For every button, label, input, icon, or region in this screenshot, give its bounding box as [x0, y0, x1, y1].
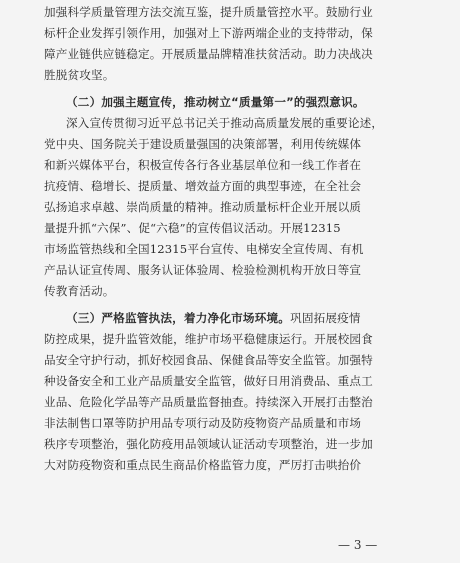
text-line: 市场监管热线和全国12315平台宣传、电梯安全宣传周、有机 — [44, 242, 364, 256]
text-line: 非法制售口罩等防护用品专项行动及防疫物资产品质量和市场 — [44, 416, 362, 430]
text-line: 巩固拓展疫情 — [290, 311, 361, 325]
text-line: 品安全守护行动，抓好校园食品、保健食品等安全监管。加强特 — [44, 353, 373, 367]
section-heading: （三）严格监管执法，着力净化市场环境。 — [66, 311, 291, 325]
page-number: — 3 — — [338, 538, 378, 552]
text-line: 弘扬追求卓越、崇尚质量的精神。推动质量标杆企业开展以质 — [44, 200, 362, 214]
text-line: 产品认证宣传周、服务认证体验周、检验检测机构开放日等宣 — [44, 263, 362, 277]
text-line: 种设备安全和工业产品质量安全监管，做好日用消费品、重点工 — [44, 374, 373, 388]
text-line: 标杆企业发挥引领作用，加强对上下游两端企业的支持带动，保 — [44, 26, 373, 40]
text-line: 和新兴媒体平台，积极宣传各行各业基层单位和一线工作者在 — [44, 158, 362, 172]
text-line: 业品、危险化学品等产品质量监督抽查。持续深入开展打击整治 — [44, 395, 373, 409]
section-paragraph-start — [66, 310, 361, 326]
text-line: 量提升抓“六保”、促“六稳”的宣传倡议活动。开展12315 — [44, 221, 341, 235]
section-heading: （二）加强主题宣传，推动树立“质量第一”的强烈意识。 — [66, 95, 365, 109]
text-line: 防控成果，提升监管效能，维护市场平稳健康运行。开展校园食 — [44, 332, 373, 346]
text-line: 抗疫情、稳增长、提质量、增效益方面的典型事迹，在全社会 — [44, 179, 362, 193]
text-line: 胜脱贫攻坚。 — [44, 68, 115, 82]
text-line: 传教育活动。 — [44, 284, 115, 298]
text-line: 大对防疫物资和重点民生商品价格监管力度，严厉打击哄抬价 — [44, 458, 362, 472]
text-line: 加强科学质量管理方法交流互鉴，提升质量管控水平。鼓励行业 — [44, 5, 373, 19]
text-line: 障产业链供应链稳定。开展质量品牌精准扶贫活动。助力决战决 — [44, 47, 373, 61]
text-line: 秩序专项整治，强化防疫用品领域认证活动专项整治，进一步加 — [44, 437, 373, 451]
text-line: 深入宣传贯彻习近平总书记关于推动高质量发展的重要论述， — [66, 116, 384, 130]
text-line: 党中央、国务院关于建设质量强国的决策部署，利用传统媒体 — [44, 137, 362, 151]
